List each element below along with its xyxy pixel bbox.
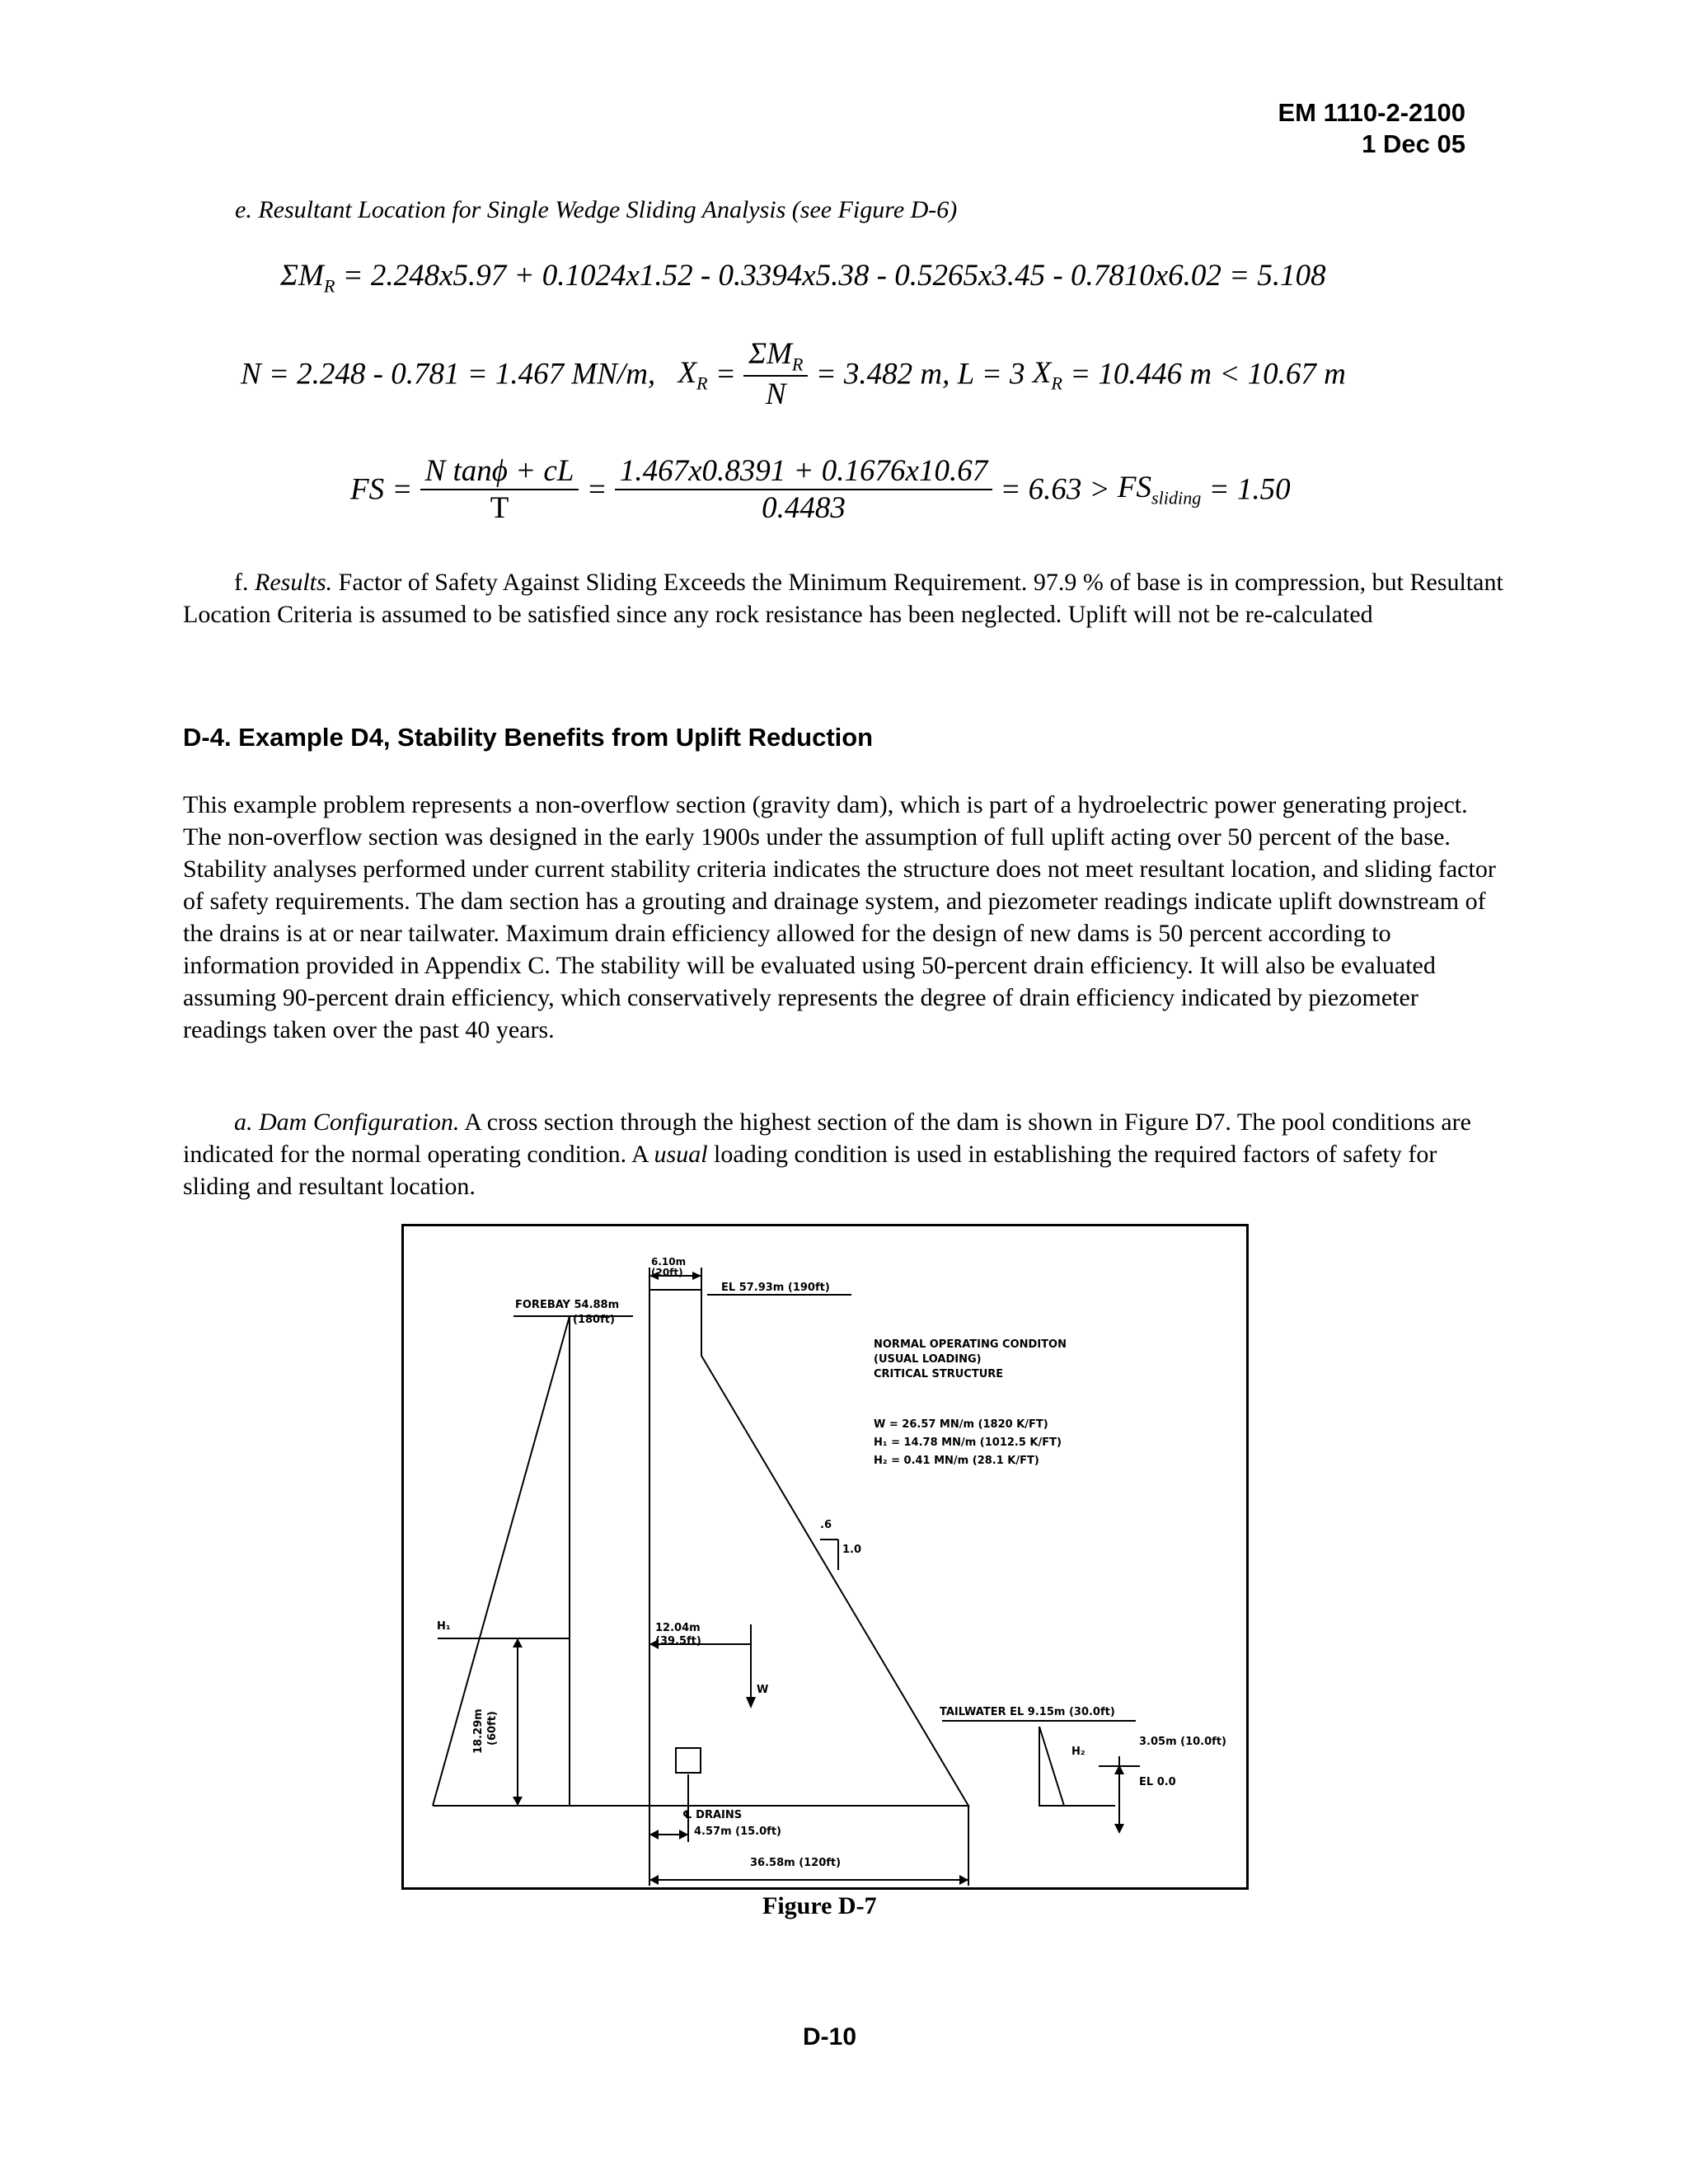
section-a-label: a. <box>234 1108 253 1136</box>
base-width-label: 36.58m (120ft) <box>750 1857 842 1869</box>
section-f-title: Results. <box>255 569 333 596</box>
tw-arrow-bottom <box>1114 1824 1124 1834</box>
eq3-tail: = 1.50 <box>1208 472 1291 507</box>
eq1-sub: R <box>323 275 335 297</box>
w-label: W <box>757 1684 769 1696</box>
eq2-frac-num: ΣM <box>748 337 792 371</box>
h1-dim-arrow-top <box>513 1638 523 1647</box>
eq2-xr: X <box>678 355 697 390</box>
drains-label: ℄ DRAINS <box>682 1809 743 1821</box>
eq2-result: = 3.482 m, L = 3 <box>815 357 1025 391</box>
h1-height-label: 18.29m <box>472 1708 485 1754</box>
h1-label: H₁ <box>437 1620 451 1633</box>
slope-horizontal-label: .6 <box>820 1519 832 1531</box>
forebay-label: FOREBAY 54.88m <box>515 1299 620 1311</box>
h1-dim-arrow-bottom <box>513 1797 523 1806</box>
crest-arrow-right <box>692 1272 701 1280</box>
equation-normal-resultant <box>241 336 1346 412</box>
forebay-ft-label: (180ft) <box>573 1314 615 1326</box>
crest-width-m: 6.10m <box>651 1256 687 1268</box>
section-f-label: f. <box>234 569 249 596</box>
crest-width-label <box>651 1257 686 1278</box>
eq3-num2: 1.467x0.8391 + 0.1676x10.67 <box>615 453 992 490</box>
figure-d7 <box>401 1224 1249 1890</box>
h1-height-ft-label: (60ft) <box>486 1711 499 1746</box>
eq2-x2: X <box>1032 355 1052 390</box>
eq2-tail: = 10.446 m < 10.67 m <box>1070 357 1346 391</box>
eq3-fs2: FS <box>1117 471 1151 505</box>
slope-vertical-label: 1.0 <box>842 1544 862 1556</box>
base-arrow-right <box>959 1875 968 1885</box>
condition-notes <box>874 1338 1067 1382</box>
crest-width-ft: (20ft) <box>651 1267 683 1278</box>
drain-distance-label: 4.57m (15.0ft) <box>694 1825 781 1838</box>
h2-label: H₂ <box>1071 1746 1085 1758</box>
h2-triangle-hyp <box>1039 1727 1064 1806</box>
eq3-fraction-2 <box>615 453 992 526</box>
eq2-equals: = <box>715 357 736 391</box>
section-a-text1: A cross section through the highest section of the dam is shown in Figure D7. The pool conditions are indicated for the normal operating condition. A <box>183 1108 1471 1168</box>
section-f-text: Factor of Safety Against Sliding Exceeds the Minimum Requirement. 97.9 % of base is in compression, but Resultant Location Criteria is assumed to be satisfied since any rock resistance has been neglected. Uplift will not be re-calculated <box>183 569 1503 628</box>
w-arrowhead <box>746 1697 756 1708</box>
eq3-fs2-sub: sliding <box>1151 487 1202 509</box>
section-a-paragraph <box>183 1106 1505 1202</box>
drain-gallery <box>676 1748 701 1773</box>
section-f-paragraph <box>183 566 1505 630</box>
eq3-den2: 0.4483 <box>762 491 846 525</box>
crest-elevation-label: EL 57.93m (190ft) <box>721 1282 830 1294</box>
w-offset-m: 12.04m <box>655 1622 701 1634</box>
section-d4-paragraph: This example problem represents a non-overflow section (gravity dam), which is part of a hydroelectric power generating project. The non-overflow section was designed in the early 1900s under the assumption of full uplift acting over 50 percent of the base. Stability analyses performed under current stability criteria indicates the structure does not meet resultant location, and sliding factor of safety requirements. The dam section has a grouting and drainage system, and piezometer readings indicate uplift downstream of the drains is at or near tailwater. Maximum drain efficiency allowed for the design of new dams is 50 percent according to information provided in Appendix C. The stability will be evaluated using 50-percent drain efficiency. It will also be evaluated assuming 90-percent drain efficiency, which conservatively represents the degree of drain efficiency indicated by piezometer readings taken over the past 40 years. <box>183 791 1496 1043</box>
section-e-label: e. <box>235 196 252 223</box>
section-a-title: Dam Configuration. <box>259 1108 460 1136</box>
eq2-n: N = 2.248 - 0.781 = 1.467 MN/m, <box>241 357 656 391</box>
load-w: W = 26.57 MN/m (1820 K/FT) <box>874 1418 1048 1431</box>
eq3-result: = 6.63 > <box>1000 472 1110 507</box>
load-values <box>874 1416 1062 1470</box>
eq2-xr-sub: R <box>696 372 708 393</box>
eq3-fraction-1 <box>420 453 579 526</box>
section-e-heading <box>235 196 957 224</box>
section-d4-heading: D-4. Example D4, Stability Benefits from Uplift Reduction <box>183 723 874 752</box>
condition-line-2: (USUAL LOADING) <box>874 1353 982 1366</box>
drain-arrow-left <box>649 1830 659 1840</box>
eq2-frac-num-sub: R <box>791 354 804 375</box>
document-date: 1 Dec 05 <box>1362 129 1465 158</box>
condition-line-1: NORMAL OPERATING CONDITON <box>874 1338 1067 1351</box>
eq3-num1: N tanϕ + cL <box>420 453 579 490</box>
dam-cross-section-drawing <box>404 1226 1246 1887</box>
figure-caption: Figure D-7 <box>762 1892 877 1919</box>
drain-arrow-right <box>679 1830 688 1840</box>
eq3-equals: = <box>586 472 607 507</box>
section-a-usual: usual <box>654 1141 708 1168</box>
tailwater-depth-label: 3.05m (10.0ft) <box>1139 1736 1226 1748</box>
base-arrow-left <box>649 1875 659 1885</box>
page-number: D-10 <box>803 2023 857 2050</box>
eq3-den1: T <box>490 491 509 525</box>
document-number: EM 1110-2-2100 <box>1278 98 1465 127</box>
w-offset-label <box>655 1622 701 1648</box>
pressure-triangle-hyp <box>433 1316 570 1806</box>
section-e-title: Resultant Location for Single Wedge Sliding Analysis (see Figure D-6) <box>258 196 958 223</box>
eq1-rhs: = 2.248x5.97 + 0.1024x1.52 - 0.3394x5.38 - 0.5265x3.45 - 0.7810x6.02 = 5.108 <box>342 259 1326 293</box>
w-offset-ft: (39.5ft) <box>655 1635 701 1647</box>
el-zero-label: EL 0.0 <box>1139 1776 1176 1788</box>
equation-moment-sum <box>280 258 1326 297</box>
tailwater-label: TAILWATER EL 9.15m (30.0ft) <box>940 1706 1115 1718</box>
section-a-text2: loading condition is used in establishing the required factors of safety for sliding and resultant location. <box>183 1141 1437 1200</box>
eq3-fs: FS = <box>350 472 413 507</box>
condition-line-3: CRITICAL STRUCTURE <box>874 1368 1004 1380</box>
eq2-x2-sub: R <box>1051 372 1062 393</box>
equation-factor-of-safety <box>350 453 1291 526</box>
eq2-fraction <box>743 336 808 412</box>
load-h1: H₁ = 14.78 MN/m (1012.5 K/FT) <box>874 1436 1062 1449</box>
eq2-frac-den: N <box>765 377 786 412</box>
load-h2: H₂ = 0.41 MN/m (28.1 K/FT) <box>874 1455 1039 1467</box>
eq1-lhs: ΣM <box>280 259 324 293</box>
